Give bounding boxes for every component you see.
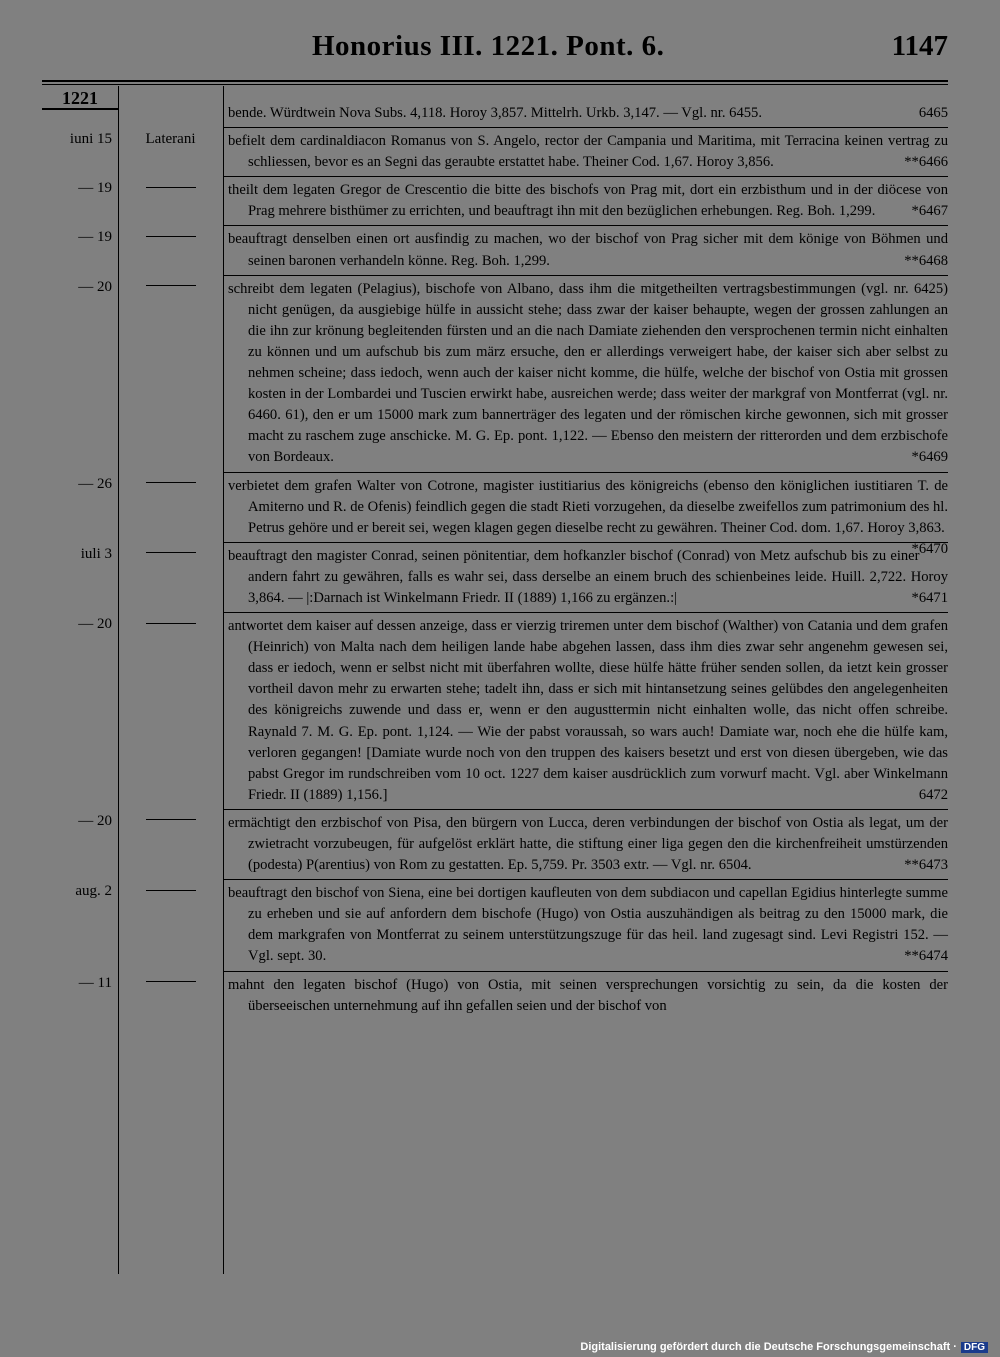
entry-text: [228, 476, 948, 557]
entry-body: befielt dem cardinaldiacon Romanus von S. Angelo, rector der Campania und Maritima, mit Terracina keinen vertrag zu schliessen, bevor es an Segni das geraubte erstattet habe. Theiner Cod. 1,67. Horoy 3,856.: [228, 133, 948, 171]
footer-credit: [580, 1341, 988, 1353]
ditto-dash: [146, 187, 196, 188]
regest-entry: [0, 883, 1000, 967]
regest-entry: [0, 616, 1000, 806]
entry-place: [120, 229, 221, 246]
regest-entry: [0, 180, 1000, 222]
entry-separator: [224, 542, 948, 543]
entry-number: **6468: [904, 252, 948, 269]
entry-place: Laterani: [145, 131, 196, 148]
regest-entries: [0, 103, 1000, 1017]
regest-entry: [0, 975, 1000, 1017]
page-title: Honorius III. 1221. Pont. 6.: [312, 30, 665, 62]
year-heading: 1221: [62, 88, 98, 108]
entry-date: — 20: [78, 278, 112, 295]
entry-place: [120, 279, 221, 296]
entry-body: antwortet dem kaiser auf dessen anzeige, dass er vierzig triremen unter dem bischof (Walther) von Catania und dem grafen (Heinrich) von Malta nach dem heiligen lande habe abgehen lassen, dass ihm dies zwar sehr angenehm gewesen sei, dass er iedoch, wenn er selbst nicht mit überfahren wollte, diese hülfe hätte früher senden sollen, da ietzt kein grosser vortheil davon mehr zu erwarten stehe; tadelt ihn, dass er sich mit hintansetzung seines gelübdes den angelegenheiten des königreichs zuwende und dass er, wenn er den augusttermin nicht einhalten wolle, das nicht offen schreibe. Raynald 7. M. G. Ep. pont. 1,124. — Wie der pabst voraussah, so wars auch! Damiate war, noch ehe die hülfe kam, verloren gegangen! [Damiate wurde noch von den truppen des kaisers besetzt und erst von diesen übergeben, wie das pabst Gregor im rundschreiben vom 10 oct. 1227 dem kaiser ausdrücklich zum vorwurf macht. Vgl. aber Winkelmann Friedr. II (1889) 1,156.]: [228, 618, 948, 803]
entry-date: — 20: [78, 616, 112, 633]
regest-entry: [0, 813, 1000, 876]
entry-text: [228, 813, 948, 876]
entry-place: [120, 616, 221, 633]
ditto-dash: [146, 981, 196, 982]
entry-separator: [224, 809, 948, 810]
entry-date: — 20: [78, 812, 112, 829]
entry-text: [228, 546, 948, 609]
entry-body: theilt dem legaten Gregor de Crescentio die bitte des bischofs von Prag mit, dort ein erzbisthum und in der diöcese von Prag mehrere bisthümer zu errichten, und beauftragt ihn mit den bezüglichen erhebungen. Reg. Boh. 1,299.: [228, 182, 948, 220]
entry-number: 6465: [918, 105, 948, 121]
entry-text: [228, 883, 948, 967]
entry-date: iuli 3: [80, 545, 112, 562]
entry-date: — 26: [78, 475, 112, 492]
entry-place: [120, 813, 221, 830]
regest-entry: [0, 546, 1000, 609]
ditto-dash: [146, 623, 196, 624]
ditto-dash: [146, 285, 196, 286]
entry-place: [120, 883, 221, 900]
ditto-dash: [146, 819, 196, 820]
entry-place: [120, 546, 221, 563]
ditto-dash: [146, 552, 196, 553]
entry-separator: [224, 176, 948, 177]
regest-entry: [0, 279, 1000, 469]
entry-place: [120, 180, 221, 197]
entry-text: [228, 975, 948, 1017]
entry-separator: [224, 127, 948, 128]
page-number: 1147: [891, 30, 948, 62]
entry-number: 6472: [918, 786, 948, 803]
footer-text: Digitalisierung gefördert durch die Deutsche Forschungsgemeinschaft ·: [580, 1341, 957, 1353]
entry-body: verbietet dem grafen Walter von Cotrone, magister iustitiarius des königreichs (ebenso den königlichen iustitiaren T. de Amiterno und R. de Ofenis) feindlich gegen die stadt Rieti vorzugehen, da dieselbe zweifellos zum patrimonium des hl. Petrus gehöre und er bereit sei, wegen klagen gegen dieselbe recht zu gewähren. Theiner Cod. dom. 1,67. Horoy 3,863.: [228, 477, 948, 536]
regest-entry: [0, 131, 1000, 173]
entry-text: [228, 180, 948, 222]
entry-number: *6469: [911, 449, 948, 466]
entry-number: **6473: [904, 857, 948, 874]
entry-separator: [224, 472, 948, 473]
entry-body: beauftragt denselben einen ort ausfindig zu machen, wo der bischof von Prag sicher mit dem könige von Böhmen und seinen baronen verhandeln könne. Reg. Boh. 1,299.: [228, 231, 948, 269]
entry-separator: [224, 225, 948, 226]
entry-body: beauftragt den bischof von Siena, eine bei dortigen kaufleuten von dem subdiacon und capellan Egidius hinterlegte summe zu erheben und sie auf anfordern dem bischofe (Hugo) von Ostia auszuhändigen als beitrag zu den 15000 mark, die dem markgrafen von Montferrat zu seinem unterstützungszuge für das heil. land zugesagt sind. Levi Registri 152. — Vgl. sept. 30.: [228, 885, 948, 965]
entry-text: [228, 229, 948, 271]
entry-date: — 19: [78, 180, 112, 197]
entry-number: **6466: [904, 154, 948, 171]
entry-body: ermächtigt den erzbischof von Pisa, den bürgern von Lucca, deren verbindungen der bischof von Ostia als legat, um der zwietracht vorzubeugen, für aufgelöst erklärt hatte, die stiftung einer liga gegen den die kirchenfreiheit umstürzenden (podesta) P(arentius) von Rom zu gestatten. Ep. 5,759. Pr. 3503 extr. — Vgl. nr. 6504.: [228, 814, 948, 874]
ditto-dash: [146, 890, 196, 891]
entry-place: [120, 975, 221, 992]
ditto-dash: [146, 236, 196, 237]
entry-separator: [224, 275, 948, 276]
entry-text: [228, 279, 948, 469]
entry-date: — 11: [78, 974, 112, 991]
entry-body: mahnt den legaten bischof (Hugo) von Ostia, mit seinen versprechungen vorsichtig zu sein, da die kosten der überseeischen unternehmung auf ihn gefallen seien und der bischof von: [228, 976, 948, 1014]
entry-separator: [224, 612, 948, 613]
entry-body: beauftragt den magister Conrad, seinen pönitentiar, dem hofkanzler bischof (Conrad) von Metz aufschub bis zu einer andern fahrt zu gewähren, falls es wahr sei, dass derselbe an einem bruch des schienbeines leide. Huill. 2,722. Horoy 3,864. — |:Darnach ist Winkelmann Friedr. II (1889) 1,166 zu ergänzen.:|: [228, 547, 948, 606]
header-rule-thin: [42, 84, 948, 85]
entry-text: [228, 131, 948, 173]
entry-text: [228, 616, 948, 806]
entry-number: **6474: [904, 948, 948, 965]
page-header: [0, 30, 1000, 70]
entry-date: iuni 15: [69, 131, 112, 148]
entry-number: *6471: [911, 589, 948, 606]
entry-date: aug. 2: [75, 883, 112, 900]
entry-text: [228, 103, 948, 124]
entry-number: *6467: [911, 203, 948, 220]
entry-separator: [224, 971, 948, 972]
entry-body: schreibt dem legaten (Pelagius), bischofe von Albano, dass ihm die mitgetheilten vertragsbestimmungen (vgl. nr. 6425) nicht genügen, da ausgiebige hülfe in aussicht stehe; dass zwar der kaiser behaupte, wegen der grossen zahlungen an die ihn zur krönung begleitenden fürsten und an die nach Damiate ziehenden den versprochenen termin nicht einhalten zu können und um aufschub bis zum märz ersuche, den er allerdings verweigert habe, der kaiser sich aber selbst zu nehmen scheine; dass iedoch, wenn auch der kaiser nicht komme, die hülfe, welche der bischof von Ostia mit grossen kosten in der Lombardei und Tuscien erwirkt habe, ausreichen werde; dass weiter der markgraf von Montferrat (vgl. nr. 6460. 61), den er um 15000 mark zum bannerträger des legaten und der römischen kirche gewonnen, sich mit grosser macht zu raschem zuge anschicke. M. G. Ep. pont. 1,122. — Ebenso den meistern der ritterorden und dem erzbischofe von Bordeaux.: [228, 280, 948, 466]
entry-place: [120, 476, 221, 493]
entry-number: *6470: [911, 540, 948, 557]
dfg-logo: DFG: [961, 1342, 988, 1353]
entry-body: bende. Würdtwein Nova Subs. 4,118. Horoy 3,857. Mittelrh. Urkb. 3,147. — Vgl. nr. 6455.: [228, 105, 762, 121]
header-rule: [42, 80, 948, 82]
regest-entry: [0, 103, 1000, 124]
entry-separator: [224, 879, 948, 880]
regest-entry: [0, 229, 1000, 271]
ditto-dash: [146, 482, 196, 483]
entry-date: — 19: [78, 229, 112, 246]
